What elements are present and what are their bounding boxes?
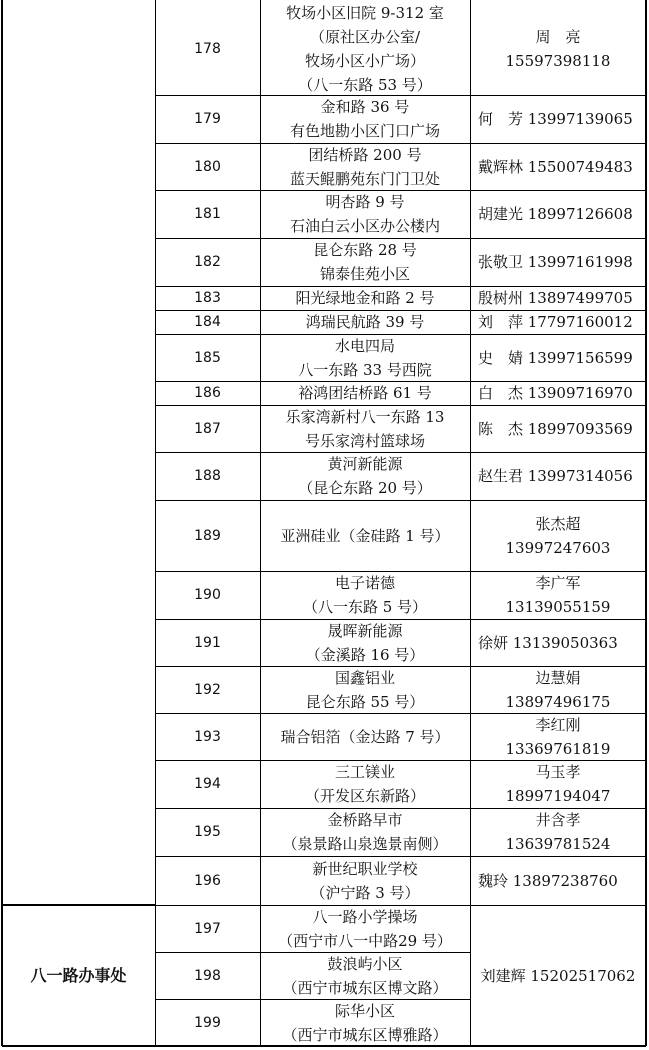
contact-lines [478,346,633,370]
contact-line: 徐妍 13139050363 [478,633,618,652]
row-number: 197 [194,920,221,937]
site-lines [310,857,419,905]
site-line: 明杏路 9 号 [325,193,405,211]
contact-cell [470,95,646,143]
site-line: 黄河新能源 [327,455,403,473]
site-line: 裕鸿团结桥路 61 号 [298,384,432,402]
contact-line: 13997247603 [505,538,611,557]
contact-lines [478,202,633,226]
site-cell [260,143,470,190]
row-number: 182 [194,254,221,270]
horizontal-rule [155,95,646,96]
site-cell [260,334,470,381]
horizontal-rule [155,452,646,453]
site-line: 鼓浪屿小区 [327,954,403,973]
horizontal-rule [155,334,646,335]
contact-lines [506,571,611,619]
site-line: 八一东路 33 号西院 [298,360,432,379]
site-line: 金桥路早市 [327,811,403,829]
row-number: 183 [194,290,221,306]
contact-line: 刘 萍 17797160012 [478,313,633,331]
site-lines [282,952,447,1000]
site-line: 晟晖新能源 [327,621,403,640]
contact-line: 张敬卫 13997161998 [478,253,633,271]
horizontal-rule [155,760,646,761]
site-cell [260,310,470,334]
site-cell [260,619,470,666]
vertical-rule [645,0,647,1046]
contact-line: 魏玲 13897238760 [478,871,618,890]
site-cell [260,238,470,286]
site-cell [260,381,470,405]
row-number: 185 [194,349,221,366]
horizontal-rule [155,310,646,311]
row-number: 198 [194,967,221,984]
site-line: （金溪路 16 号） [305,645,425,664]
site-line: 电子诺德 [334,574,395,592]
site-line: 乐家湾新村八一东路 13 [285,407,445,426]
contact-cell [470,500,646,571]
site-line: （八一东路 53 号） [298,75,432,94]
contact-cell [470,334,646,381]
site-lines [290,143,440,191]
contact-line: 史 婧 13997156599 [478,348,633,367]
site-line: （八一东路 5 号） [302,598,428,616]
horizontal-rule [155,952,470,953]
contact-line: 13369761819 [505,739,611,758]
contact-lines [506,808,611,856]
site-lines [290,95,440,143]
site-cell [260,760,470,808]
site-line: 有色地勘小区门口广场 [289,122,440,140]
contact-cell [470,713,646,760]
contact-line: 边慧娟 [535,668,581,687]
contact-lines [478,869,618,893]
site-line: 昆仑东路 55 号） [305,692,425,711]
site-line: 石油白云小区办公楼内 [289,217,440,235]
site-cell [260,405,470,452]
contact-cell [470,760,646,808]
contact-line: 13897496175 [505,692,611,711]
horizontal-rule [155,190,646,191]
horizontal-rule [2,1045,646,1047]
contact-cell [470,856,646,905]
site-lines [298,381,432,405]
site-line: 昆仑东路 28 号 [313,241,417,259]
site-cell [260,808,470,856]
site-line: 八一路小学操场 [312,907,418,926]
site-line: 水电四局 [334,336,395,355]
site-cell [260,952,470,999]
horizontal-rule [155,905,646,906]
site-line: （西宁市八一中路29 号） [278,931,452,950]
site-lines [286,1,444,97]
contact-line: 13139055159 [505,598,611,616]
row-number: 193 [194,728,221,745]
site-line: （泉景路山泉逸景南侧） [282,835,448,853]
site-lines [313,238,417,286]
contact-cell [470,2,646,95]
horizontal-rule [155,571,646,572]
horizontal-rule [2,904,155,906]
contact-cell [470,808,646,856]
horizontal-rule [155,856,646,857]
horizontal-rule [155,500,646,501]
horizontal-rule [155,808,646,809]
contact-lines [478,155,633,179]
row-number: 199 [194,1014,221,1031]
site-lines [306,619,425,667]
site-line: （原社区办公室/ [309,27,421,46]
contact-line: 陈 杰 18997093569 [478,419,633,438]
row-number: 178 [194,40,221,57]
row-number: 186 [194,385,221,401]
site-cell [260,2,470,95]
contact-cell [470,619,646,666]
row-number: 189 [194,527,221,544]
contact-lines [506,25,611,73]
contact-line: 戴辉林 15500749483 [478,157,633,176]
site-line: 金和路 36 号 [320,98,410,116]
site-cell [260,452,470,500]
site-cell [260,286,470,310]
contact-lines [478,417,633,441]
site-cell [260,713,470,760]
contact-lines [478,107,633,131]
contact-cell [470,571,646,619]
site-lines [286,405,445,453]
site-line: 国鑫铝业 [334,668,395,687]
site-line: 鸿瑞民航路 39 号 [305,313,425,331]
contact-lines [478,631,618,655]
contact-cell [470,190,646,238]
site-line: 牧场小区小广场） [304,51,425,70]
site-line: 际华小区 [334,1001,395,1020]
contact-line: 马玉孝 [535,763,581,781]
site-line: 蓝天鲲鹏苑东门门卫处 [289,169,440,188]
group-contact: 刘建辉 15202517062 [480,966,636,985]
contact-line: 井含孝 [535,811,581,829]
row-number: 190 [194,587,221,603]
contact-lines [506,760,611,808]
contact-cell [470,286,646,310]
site-lines [306,666,425,714]
row-number: 184 [194,314,221,330]
site-cell [260,95,470,143]
horizontal-rule [155,619,646,620]
site-line: 亚洲硅业（金硅路 1 号） [280,526,450,545]
horizontal-rule [155,286,646,287]
contact-lines [506,713,611,761]
row-number: 191 [194,634,221,651]
vertical-rule [260,0,261,1046]
site-cell [260,905,470,952]
contact-lines [478,464,633,488]
contact-line: 李红刚 [535,715,581,734]
row-number: 188 [194,468,221,484]
site-lines [303,571,427,619]
contact-line: 13639781524 [505,835,611,853]
contact-lines [506,666,611,714]
contact-line: 18997194047 [505,787,611,805]
row-number: 179 [194,111,221,127]
contact-cell [470,238,646,286]
row-number: 192 [194,681,221,698]
site-line: 阳光绿地金和路 2 号 [295,289,435,307]
contact-lines [478,286,633,310]
horizontal-rule [155,143,646,144]
contact-line: 15597398118 [505,51,611,70]
site-lines [298,452,432,500]
site-line: 瑞合铝箔（金达路 7 号） [280,727,450,746]
site-line: 号乐家湾村篮球场 [304,431,425,450]
site-cell [260,999,470,1046]
site-lines [298,334,432,382]
horizontal-rule [155,713,646,714]
site-line: 牧场小区旧院 9-312 室 [286,3,444,22]
site-lines [290,190,440,238]
site-lines [278,905,452,953]
site-cell [260,190,470,238]
contact-line: 胡建光 18997126608 [478,205,633,223]
horizontal-rule [155,238,646,239]
office-name: 八一路办事处 [30,965,127,985]
horizontal-rule [155,999,470,1000]
contact-line: 白 杰 13909716970 [478,384,633,402]
site-cell [260,666,470,713]
contact-lines [478,381,633,405]
vertical-rule [155,0,156,1046]
site-line: （昆仑东路 20 号） [298,479,432,497]
row-number: 187 [194,420,221,437]
vertical-rule [470,0,471,1046]
contact-line: 何 芳 13997139065 [478,110,633,128]
site-line: 新世纪职业学校 [312,859,418,878]
row-number: 181 [194,206,221,222]
site-lines [282,808,447,856]
site-lines [280,725,449,749]
contact-lines [478,250,633,274]
site-line: 锦泰佳苑小区 [319,265,410,283]
contact-cell [470,143,646,190]
row-number: 195 [194,824,221,840]
vertical-rule [1,0,3,1046]
site-cell [260,571,470,619]
site-lines [295,286,434,310]
contact-lines [506,512,611,560]
contact-line: 殷树州 13897499705 [478,289,633,307]
horizontal-rule [155,381,646,382]
contact-cell [470,310,646,334]
site-line: （沪宁路 3 号） [310,883,420,902]
site-lines [282,999,447,1047]
contact-line: 李广军 [535,574,581,592]
horizontal-rule [155,666,646,667]
site-lines [280,524,449,548]
site-line: 团结桥路 200 号 [308,145,422,164]
site-cell [260,500,470,571]
row-number: 194 [194,776,221,792]
contact-line: 张杰超 [535,514,581,533]
row-number: 196 [194,872,221,889]
site-line: （西宁市城东区博雅路） [282,1025,448,1044]
site-line: （开发区东新路） [304,787,425,805]
contact-cell [470,452,646,500]
site-lines [306,310,425,334]
site-cell [260,856,470,905]
site-lines [305,760,425,808]
contact-cell [470,666,646,713]
site-line: （西宁市城东区博文路） [282,978,448,997]
horizontal-rule [155,405,646,406]
contact-line: 周 亮 [535,27,581,46]
row-number: 180 [194,158,221,175]
contact-cell [470,405,646,452]
contact-cell [470,381,646,405]
contact-line: 赵生君 13997314056 [478,467,633,485]
contact-lines [478,310,633,334]
site-line: 三工镁业 [334,763,395,781]
